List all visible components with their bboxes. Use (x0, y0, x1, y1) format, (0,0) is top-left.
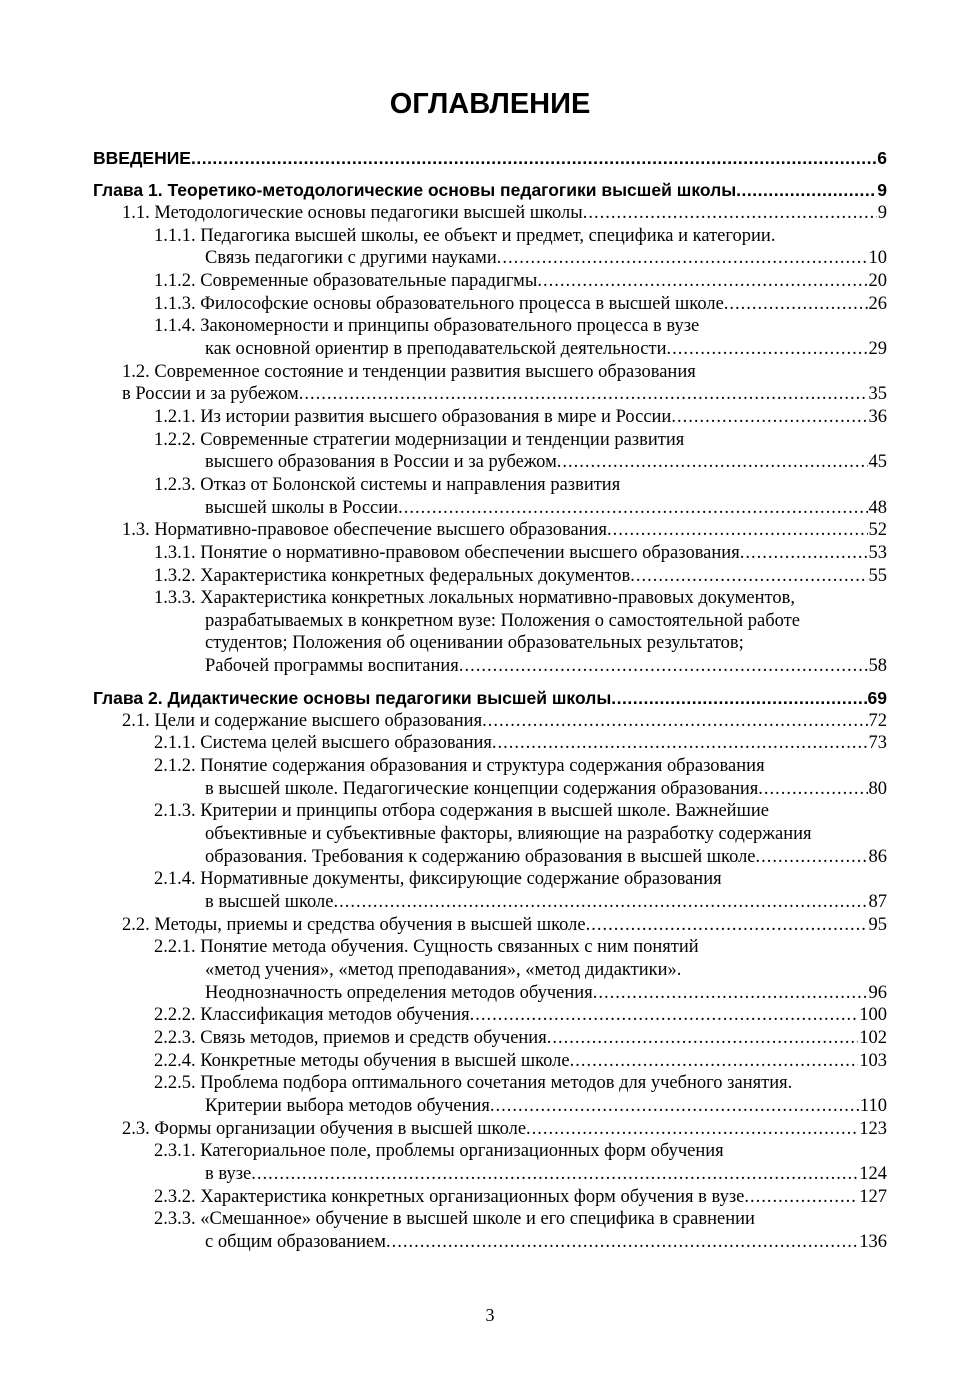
toc-page-number: 58 (868, 656, 887, 677)
toc-entry-text-line: 1.1. Методологические основы педагогики высшей школы (122, 203, 583, 223)
toc-entry-last-line (154, 406, 887, 429)
toc-entry-text-line: с общим образованием (205, 1231, 386, 1252)
toc-page-number: 136 (859, 1231, 887, 1252)
toc-entry-last-line (154, 293, 887, 316)
toc-entry-last-line (93, 146, 887, 170)
toc-entry-last-line (154, 732, 887, 755)
toc-page-number: 123 (859, 1118, 887, 1139)
dot-leader (586, 914, 868, 937)
toc-entry-last-line (154, 891, 887, 914)
toc-entry-last-line (154, 270, 887, 293)
toc-chapter-entry[interactable] (93, 178, 887, 202)
dot-leader (547, 1027, 859, 1050)
toc-entry-last-line (154, 542, 887, 565)
dot-leader (611, 686, 866, 710)
toc-page-number: 26 (868, 293, 887, 314)
toc-page-number: 95 (868, 914, 887, 935)
dot-leader (386, 1231, 858, 1254)
toc-entry[interactable] (93, 914, 887, 937)
toc-entry-last-line (93, 178, 887, 202)
toc-entry-text-line: 2.2.1. Понятие метода обучения. Сущность связанных с ним понятий (154, 937, 699, 958)
toc-entry-last-line (154, 565, 887, 588)
toc-page-number: 103 (859, 1050, 887, 1071)
toc-chapter-entry[interactable] (93, 146, 887, 170)
toc-entry[interactable] (93, 732, 887, 755)
toc-entry-text-line: 1.1.2. Современные образовательные парадигмы (154, 270, 538, 291)
toc-entry-last-line (154, 1163, 887, 1186)
toc-entry-last-line (154, 982, 887, 1005)
toc-entry[interactable] (93, 406, 887, 429)
dot-leader (607, 519, 868, 542)
toc-page-number: 69 (867, 687, 887, 708)
dot-leader (470, 1004, 859, 1027)
dot-leader (758, 778, 867, 801)
toc-entry[interactable] (93, 936, 887, 1004)
toc-entry-text-line: Глава 2. Дидактические основы педагогики высшей школы (93, 687, 612, 708)
dot-leader (492, 732, 868, 755)
dot-leader (299, 383, 868, 406)
table-of-contents (93, 146, 887, 1254)
toc-entry-last-line (93, 686, 887, 710)
toc-entry-last-line (122, 914, 887, 937)
toc-entry[interactable] (93, 1118, 887, 1141)
toc-entry-text-line: 2.1. Цели и содержание высшего образования (122, 710, 483, 731)
dot-leader (526, 1118, 858, 1141)
dot-leader (671, 406, 867, 429)
toc-entry-text-line: Неоднозначность определения методов обучения (205, 982, 593, 1003)
toc-entry-text-line: 1.3.2. Характеристика конкретных федеральных документов (154, 565, 631, 586)
toc-entry[interactable] (93, 202, 887, 225)
toc-entry-text-line: 2.3.1. Категориальное поле, проблемы организационных форм обучения (154, 1141, 724, 1162)
toc-entry-text-line: разрабатываемых в конкретном вузе: Положения о самостоятельной работе (205, 610, 800, 631)
toc-entry-text-line: 2.3. Формы организации обучения в высшей школе (122, 1118, 527, 1139)
page-number: 3 (485, 1305, 495, 1325)
toc-entry-text-line: Рабочей программы воспитания (205, 656, 459, 677)
toc-entry-last-line (154, 1027, 887, 1050)
toc-entry[interactable] (93, 868, 887, 913)
dot-leader (570, 1050, 859, 1073)
toc-entry[interactable] (93, 1072, 887, 1117)
toc-entry-text-line: 1.3. Нормативно-правовое обеспечение высшего образования (122, 520, 607, 541)
toc-entry-text-line: 1.3.1. Понятие о нормативно-правовом обеспечении высшего образования (154, 542, 740, 563)
toc-page-number: 87 (868, 892, 887, 913)
toc-page-number: 55 (868, 565, 887, 586)
toc-entry-text-line: 1.2.1. Из истории развития высшего образования в мире и России (154, 406, 672, 427)
toc-entry-text-line: 2.3.2. Характеристика конкретных организационных форм обучения в вузе (154, 1186, 745, 1207)
toc-entry-last-line (154, 1004, 887, 1027)
toc-entry-text-line: в России и за рубежом (122, 384, 299, 405)
toc-entry-last-line (154, 1186, 887, 1209)
toc-entry-last-line (154, 1231, 887, 1254)
toc-entry-last-line (122, 202, 887, 225)
dot-leader (490, 1095, 859, 1118)
toc-page-number: 45 (868, 452, 887, 473)
dot-leader (557, 451, 868, 474)
toc-entry-text-line: 2.2.3. Связь методов, приемов и средств обучения (154, 1027, 547, 1048)
toc-entry[interactable] (93, 270, 887, 293)
toc-entry-text-line: в высшей школе. Педагогические концепции содержания образования (205, 778, 759, 799)
toc-page-number: 96 (868, 982, 887, 1003)
toc-entry-text-line: 1.1.4. Закономерности и принципы образовательного процесса в вузе (154, 316, 700, 337)
dot-leader (333, 891, 867, 914)
toc-entry[interactable] (93, 361, 887, 406)
toc-entry-text-line: образования. Требования к содержанию образования в высшей школе (205, 846, 756, 867)
toc-page-number: 36 (868, 406, 887, 427)
toc-entry-text-line: Связь педагогики с другими науками (205, 248, 497, 269)
toc-page-number: 10 (868, 248, 887, 269)
dot-leader (630, 565, 867, 588)
dot-leader (537, 270, 867, 293)
toc-entry[interactable] (93, 1050, 887, 1073)
toc-entry-text-line: 2.2. Методы, приемы и средства обучения в высшей школе (122, 914, 586, 935)
toc-entry-text-line: 2.1.2. Понятие содержания образования и структура содержания образования (154, 756, 765, 777)
toc-entry[interactable] (93, 710, 887, 733)
toc-page-number: 9 (877, 180, 887, 200)
toc-entry[interactable] (93, 429, 887, 474)
toc-page-number: 124 (859, 1163, 887, 1184)
toc-entry-text-line: 2.2.4. Конкретные методы обучения в высшей школе (154, 1050, 570, 1071)
dot-leader (497, 247, 868, 270)
toc-page-number: 48 (868, 497, 887, 518)
toc-entry-last-line (154, 655, 887, 678)
toc-entry-text-line: в высшей школе (205, 892, 334, 913)
toc-page-number: 72 (868, 710, 887, 731)
toc-entry-text-line: ВВЕДЕНИЕ (93, 148, 191, 168)
toc-entry[interactable] (93, 1027, 887, 1050)
toc-entry[interactable] (93, 519, 887, 542)
toc-entry-text-line: 1.3.3. Характеристика конкретных локальных нормативно-правовых документов, (154, 588, 795, 609)
toc-entry-last-line (122, 383, 887, 406)
toc-entry-text-line: 2.3.3. «Смешанное» обучение в высшей школе и его специфика в сравнении (154, 1209, 755, 1230)
toc-entry[interactable] (93, 474, 887, 519)
toc-entry-text-line: студентов; Положения об оценивании образовательных результатов; (205, 633, 744, 654)
toc-chapter-entry[interactable] (93, 686, 887, 710)
toc-entry[interactable] (93, 225, 887, 270)
toc-entry-last-line (154, 846, 887, 869)
toc-entry-last-line (154, 338, 887, 361)
toc-entry[interactable] (93, 315, 887, 360)
toc-page-number: 6 (877, 148, 887, 168)
toc-entry-text-line: как основной ориентир в преподавательской деятельности (205, 338, 667, 359)
toc-entry-last-line (122, 710, 887, 733)
dot-leader (744, 1186, 858, 1209)
toc-page-number: 127 (859, 1186, 887, 1207)
dot-leader (593, 982, 868, 1005)
toc-page-number: 52 (868, 520, 887, 541)
toc-page-number: 53 (868, 542, 887, 563)
toc-entry[interactable] (93, 587, 887, 678)
toc-entry-text-line: в вузе (205, 1163, 252, 1184)
toc-entry-last-line (122, 1118, 887, 1141)
dot-leader (251, 1163, 858, 1186)
toc-page-number: 29 (868, 338, 887, 359)
toc-entry[interactable] (93, 1004, 887, 1027)
toc-entry-last-line (154, 451, 887, 474)
toc-entry-text-line: 2.1.4. Нормативные документы, фиксирующие содержание образования (154, 869, 722, 890)
toc-entry-text-line: 1.2.3. Отказ от Болонской системы и направления развития (154, 474, 621, 495)
toc-page-number: 35 (868, 384, 887, 405)
toc-entry-text-line: Глава 1. Теоретико-методологические основы педагогики высшей школы (93, 180, 737, 200)
toc-entry-last-line (154, 497, 887, 520)
toc-entry-text-line: 1.2.2. Современные стратегии модернизации и тенденции развития (154, 429, 685, 450)
dot-leader (398, 497, 867, 520)
toc-entry-text-line: высшего образования в России и за рубежом (205, 452, 557, 473)
toc-entry-last-line (154, 778, 887, 801)
toc-entry-last-line (122, 519, 887, 542)
toc-entry[interactable] (93, 542, 887, 565)
dot-leader (482, 710, 867, 733)
toc-entry-last-line (154, 1050, 887, 1073)
toc-entry[interactable] (93, 800, 887, 868)
toc-entry-text-line: 2.2.5. Проблема подбора оптимального сочетания методов для учебного занятия. (154, 1073, 793, 1094)
page-title: ОГЛАВЛЕНИЕ (389, 88, 591, 120)
dot-leader (756, 846, 868, 869)
toc-entry-text-line: Критерии выбора методов обучения (205, 1095, 490, 1116)
dot-leader (583, 202, 877, 225)
toc-entry-last-line (154, 247, 887, 270)
dot-leader (191, 146, 876, 170)
toc-entry-text-line: 2.2.2. Классификация методов обучения (154, 1005, 470, 1026)
toc-page-number: 86 (868, 846, 887, 867)
dot-leader (736, 178, 876, 202)
toc-entry[interactable] (93, 1186, 887, 1209)
dot-leader (666, 338, 867, 361)
toc-page-number: 102 (859, 1027, 887, 1048)
toc-entry-text-line: 1.2. Современное состояние и тенденции развития высшего образования (122, 361, 696, 382)
toc-entry-text-line: 2.1.3. Критерии и принципы отбора содержания в высшей школе. Важнейшие (154, 801, 769, 822)
toc-entry[interactable] (93, 755, 887, 800)
toc-entry[interactable] (93, 1208, 887, 1253)
toc-page-number: 100 (859, 1005, 887, 1026)
dot-leader (724, 293, 868, 316)
toc-page-number: 110 (859, 1095, 887, 1116)
toc-entry-text-line: «метод учения», «метод преподавания», «метод дидактики». (205, 960, 682, 980)
toc-entry-text-line: высшей школы в России (205, 497, 399, 518)
toc-page-number: 80 (868, 778, 887, 799)
toc-page-number: 9 (877, 203, 887, 223)
toc-entry-text-line: объективные и субъективные факторы, влияющие на разработку содержания (205, 824, 812, 845)
dot-leader (459, 655, 868, 678)
toc-entry[interactable] (93, 565, 887, 588)
toc-entry[interactable] (93, 1140, 887, 1185)
toc-page-number: 20 (868, 270, 887, 291)
toc-entry-last-line (154, 1095, 887, 1118)
toc-entry-text-line: 1.1.1. Педагогика высшей школы, ее объект и предмет, специфика и категории. (154, 225, 776, 246)
dot-leader (740, 542, 868, 565)
toc-entry[interactable] (93, 293, 887, 316)
toc-page-number: 73 (868, 733, 887, 754)
toc-entry-text-line: 1.1.3. Философские основы образовательного процесса в высшей школе (154, 293, 724, 314)
toc-entry-text-line: 2.1.1. Система целей высшего образования (154, 733, 492, 754)
